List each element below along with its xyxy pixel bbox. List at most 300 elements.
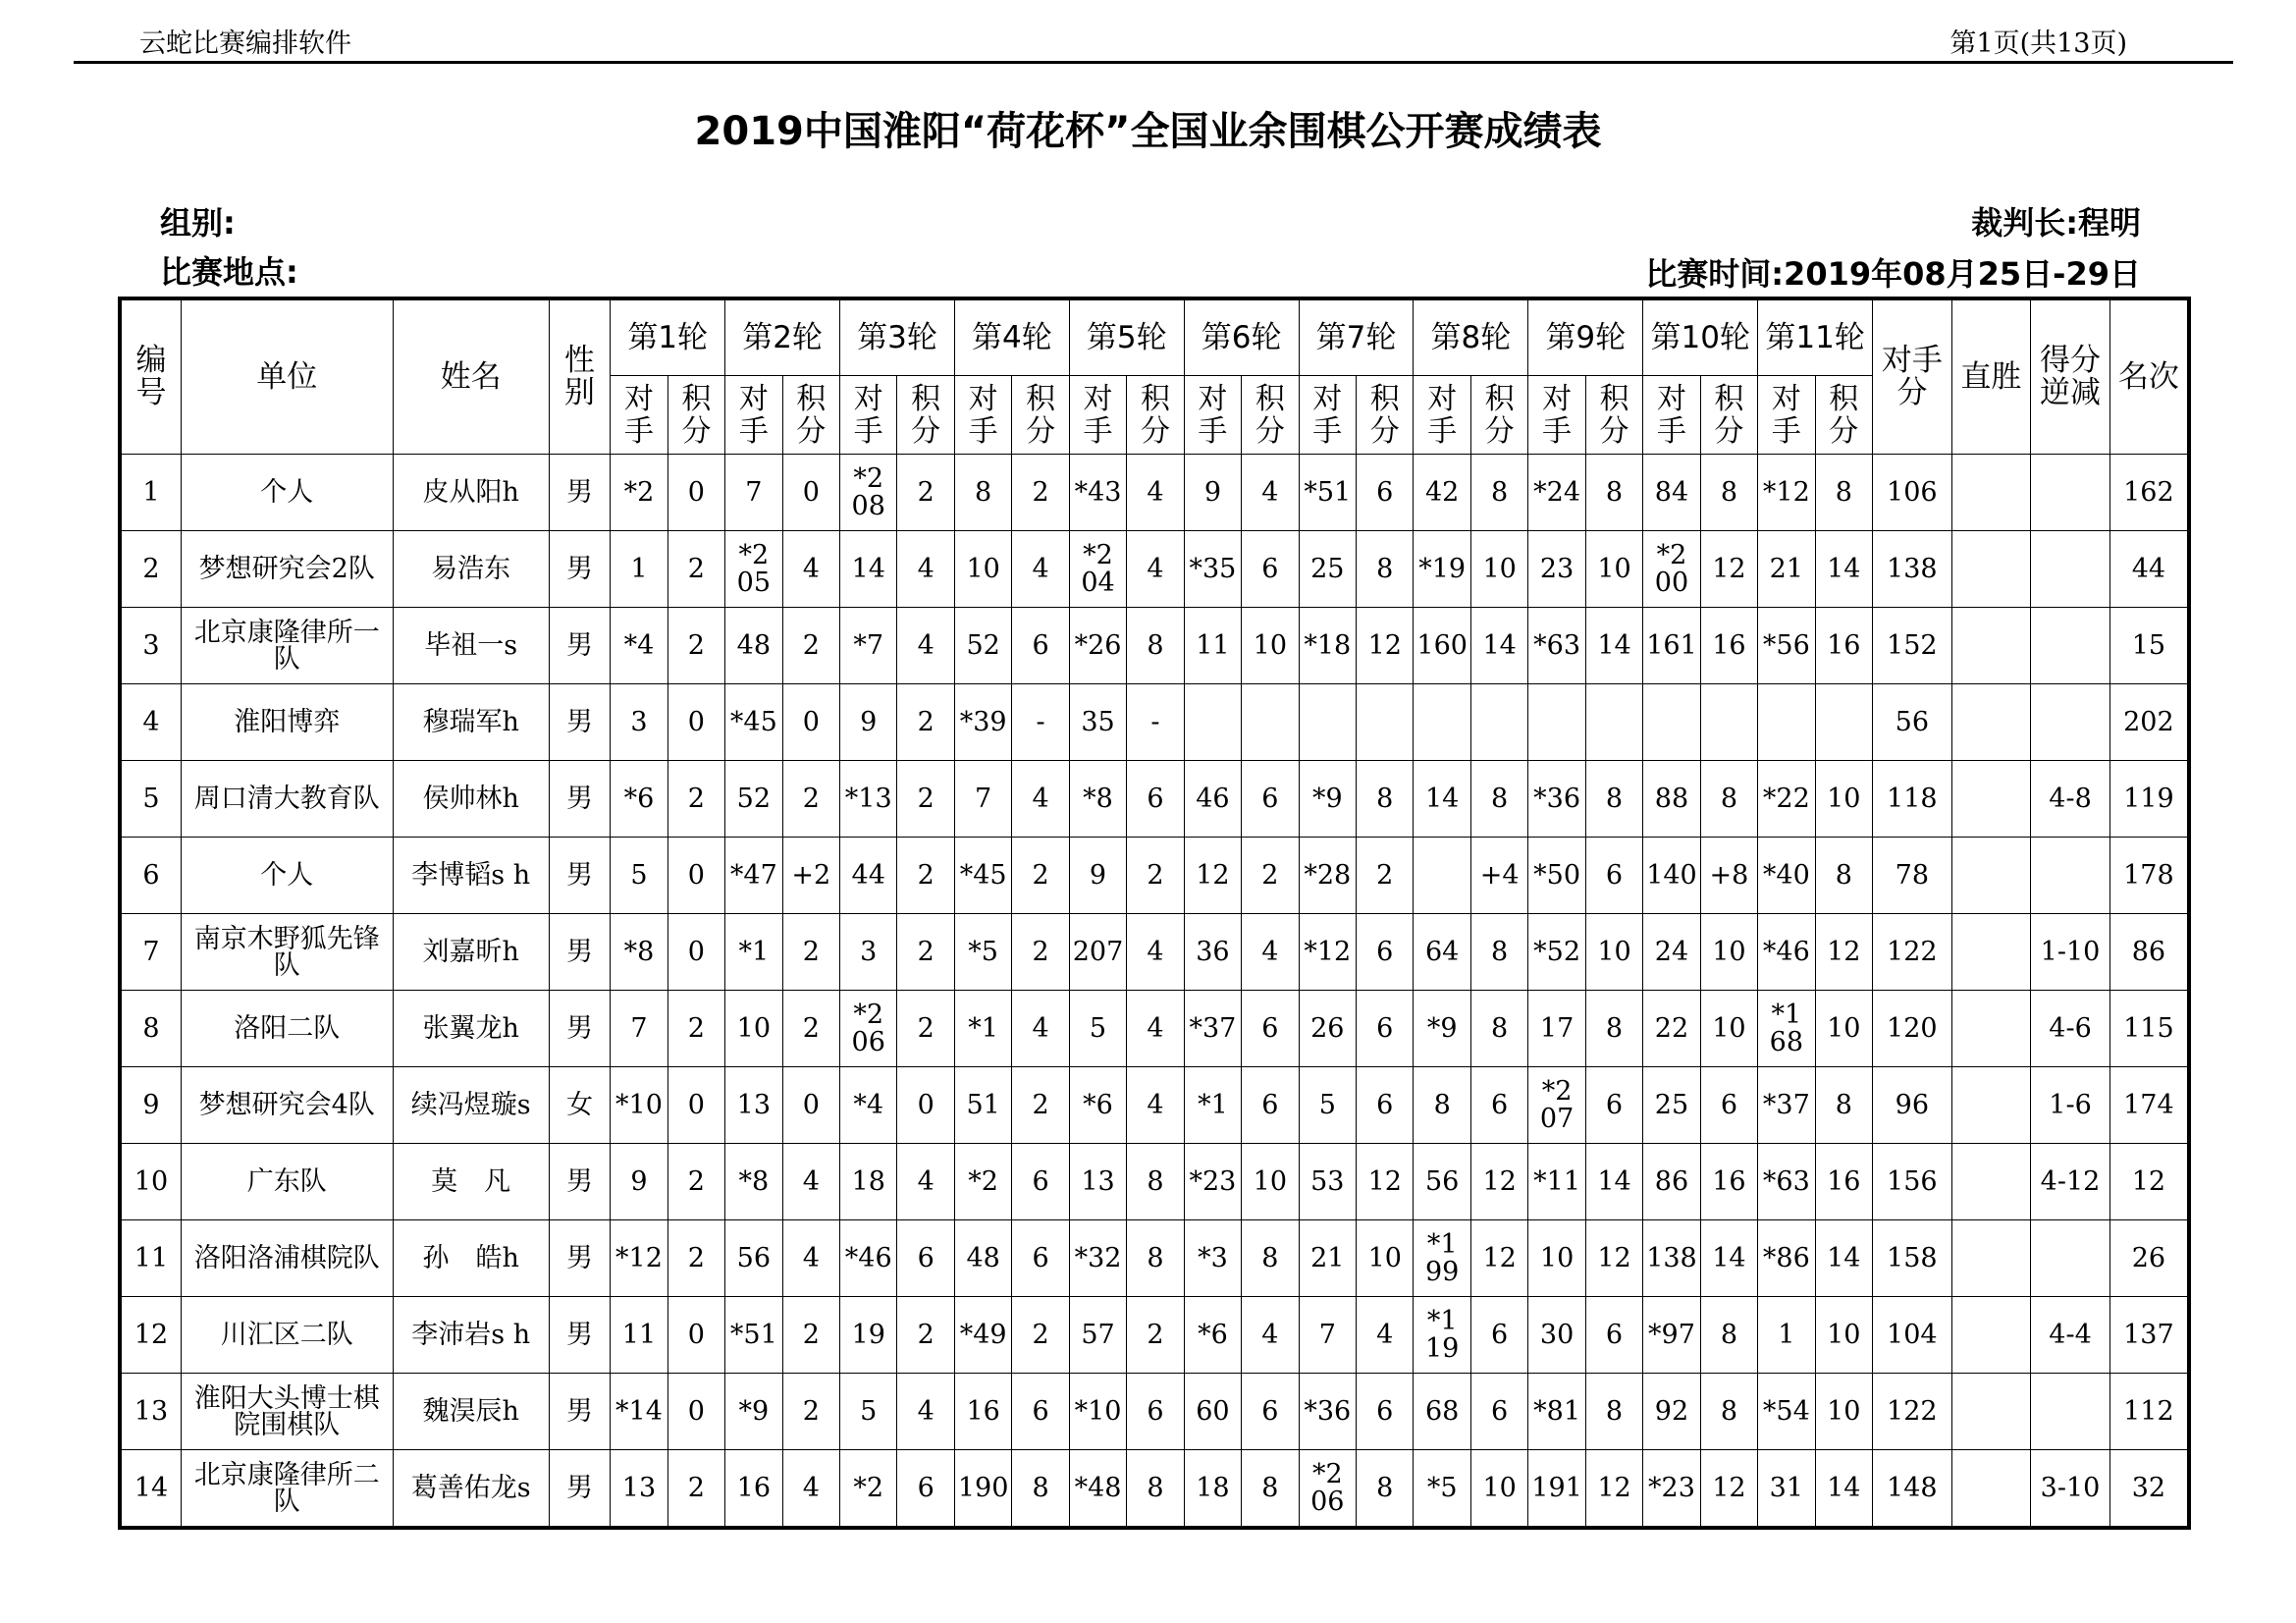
- cell-score: 2: [782, 1374, 839, 1450]
- cell-name: 李沛岩s h: [393, 1297, 549, 1374]
- cell-score: 2: [1242, 838, 1299, 914]
- cell-score-reduction: 1-6: [2031, 1067, 2110, 1144]
- cell-no: 2: [120, 531, 181, 608]
- round-header: 第6轮: [1184, 298, 1299, 376]
- cell-opponent: *36: [1528, 761, 1585, 838]
- cell-score-reduction: [2031, 684, 2110, 761]
- cell-opponent: *206: [1299, 1450, 1356, 1529]
- table-row: [120, 1220, 2189, 1297]
- cell-rank: 202: [2109, 684, 2189, 761]
- cell-name: 孙 皓h: [393, 1220, 549, 1297]
- cell-opponent: *2: [840, 1450, 897, 1529]
- cell-score: 6: [1012, 1144, 1069, 1220]
- cell-score: 6: [1242, 1067, 1299, 1144]
- cell-name: 张翼龙h: [393, 991, 549, 1067]
- cell-score: [1357, 684, 1414, 761]
- cell-no: 6: [120, 838, 181, 914]
- cell-score: 6: [897, 1450, 954, 1529]
- cell-score: 2: [1012, 838, 1069, 914]
- cell-opponent: *46: [1758, 914, 1815, 991]
- cell-opponent: *1: [725, 914, 782, 991]
- cell-opponent: *18: [1299, 608, 1356, 684]
- cell-opponent: 52: [725, 761, 782, 838]
- col-direct-win: 直胜: [1951, 298, 2031, 455]
- cell-gender: 男: [549, 531, 610, 608]
- cell-score: 4: [782, 1220, 839, 1297]
- cell-opponent: [1414, 838, 1470, 914]
- cell-score: 0: [782, 684, 839, 761]
- cell-score: 6: [1357, 1067, 1414, 1144]
- cell-score: 2: [1012, 1067, 1069, 1144]
- cell-opponent: *45: [725, 684, 782, 761]
- cell-opponent: 8: [954, 455, 1011, 531]
- cell-gender: 男: [549, 1450, 610, 1529]
- cell-score: 16: [1815, 1144, 1872, 1220]
- cell-score-reduction: [2031, 608, 2110, 684]
- cell-opp-score: 56: [1873, 684, 1952, 761]
- cell-opponent: 84: [1643, 455, 1700, 531]
- cell-direct-win: [1951, 684, 2031, 761]
- cell-opponent: 1: [1758, 1297, 1815, 1374]
- cell-direct-win: [1951, 1450, 2031, 1529]
- cell-opponent: *81: [1528, 1374, 1585, 1450]
- cell-opponent: 16: [954, 1374, 1011, 1450]
- cell-score: 14: [1815, 1220, 1872, 1297]
- cell-score: 12: [1815, 914, 1872, 991]
- cell-opponent: 8: [1414, 1067, 1470, 1144]
- cell-opponent: *119: [1414, 1297, 1470, 1374]
- opponent-subheader: 对手: [1184, 376, 1241, 455]
- cell-gender: 女: [549, 1067, 610, 1144]
- cell-opponent: *26: [1069, 608, 1126, 684]
- cell-no: 11: [120, 1220, 181, 1297]
- cell-gender: 男: [549, 1374, 610, 1450]
- cell-score: +2: [782, 838, 839, 914]
- cell-score: 2: [897, 455, 954, 531]
- cell-score: 4: [1012, 991, 1069, 1067]
- cell-name: 毕祖一s: [393, 608, 549, 684]
- cell-opponent: *6: [611, 761, 667, 838]
- cell-opponent: 7: [1299, 1297, 1356, 1374]
- cell-score: 6: [1470, 1297, 1527, 1374]
- cell-name: 葛善佑龙s: [393, 1450, 549, 1529]
- cell-opp-score: 96: [1873, 1067, 1952, 1144]
- cell-score: 8: [1242, 1220, 1299, 1297]
- cell-opponent: 48: [725, 608, 782, 684]
- cell-opponent: 191: [1528, 1450, 1585, 1529]
- cell-opponent: 13: [725, 1067, 782, 1144]
- cell-score: 6: [1242, 991, 1299, 1067]
- cell-opponent: *46: [840, 1220, 897, 1297]
- opponent-subheader: 对手: [1069, 376, 1126, 455]
- cell-score: 4: [1242, 914, 1299, 991]
- cell-opponent: *199: [1414, 1220, 1470, 1297]
- cell-score: 6: [1012, 1220, 1069, 1297]
- cell-rank: 115: [2109, 991, 2189, 1067]
- cell-opponent: 160: [1414, 608, 1470, 684]
- cell-opponent: [1184, 684, 1241, 761]
- cell-opponent: *2: [611, 455, 667, 531]
- header-divider: [74, 61, 2233, 64]
- col-score-reduction: 得分逆减: [2031, 298, 2110, 455]
- cell-opponent: 30: [1528, 1297, 1585, 1374]
- cell-score-reduction: [2031, 838, 2110, 914]
- cell-score: 14: [1585, 608, 1642, 684]
- cell-score: 4: [1127, 914, 1184, 991]
- cell-score-reduction: 4-12: [2031, 1144, 2110, 1220]
- cell-score: [1585, 684, 1642, 761]
- cell-score: 2: [1012, 1297, 1069, 1374]
- cell-score: 10: [1815, 1374, 1872, 1450]
- round-header: 第11轮: [1758, 298, 1873, 376]
- cell-opponent: *8: [1069, 761, 1126, 838]
- cell-direct-win: [1951, 914, 2031, 991]
- cell-opponent: 26: [1299, 991, 1356, 1067]
- cell-gender: 男: [549, 684, 610, 761]
- opponent-subheader: 对手: [954, 376, 1011, 455]
- cell-name: 皮从阳h: [393, 455, 549, 531]
- cell-score: 4: [897, 1144, 954, 1220]
- cell-direct-win: [1951, 531, 2031, 608]
- cell-opponent: *9: [725, 1374, 782, 1450]
- cell-score: 8: [1700, 1374, 1757, 1450]
- group-label: 组别:: [160, 204, 236, 242]
- cell-direct-win: [1951, 1297, 2031, 1374]
- cell-score-reduction: 4-4: [2031, 1297, 2110, 1374]
- cell-opponent: *47: [725, 838, 782, 914]
- cell-opponent: 10: [725, 991, 782, 1067]
- cell-score: -: [1012, 684, 1069, 761]
- cell-score: 8: [1815, 455, 1872, 531]
- cell-unit: 周口清大教育队: [181, 761, 393, 838]
- cell-rank: 119: [2109, 761, 2189, 838]
- cell-score: 8: [1357, 1450, 1414, 1529]
- cell-opponent: *4: [611, 608, 667, 684]
- cell-direct-win: [1951, 608, 2031, 684]
- cell-opponent: 23: [1528, 531, 1585, 608]
- cell-opponent: *97: [1643, 1297, 1700, 1374]
- table-row: [120, 838, 2189, 914]
- cell-opponent: *13: [840, 761, 897, 838]
- cell-rank: 86: [2109, 914, 2189, 991]
- cell-score-reduction: 4-8: [2031, 761, 2110, 838]
- cell-score: 16: [1815, 608, 1872, 684]
- cell-opponent: 68: [1414, 1374, 1470, 1450]
- cell-score: 2: [667, 761, 724, 838]
- match-time: 比赛时间:2019年08月25日-29日: [1645, 255, 2141, 293]
- cell-gender: 男: [549, 1144, 610, 1220]
- cell-opponent: *204: [1069, 531, 1126, 608]
- cell-score: 2: [667, 1144, 724, 1220]
- cell-no: 3: [120, 608, 181, 684]
- page-indicator: 第1页(共13页): [1949, 28, 2127, 59]
- cell-score: 2: [667, 531, 724, 608]
- cell-opponent: *8: [611, 914, 667, 991]
- col-gender: 性别: [549, 298, 610, 455]
- cell-score: 4: [782, 1144, 839, 1220]
- cell-name: 易浩东: [393, 531, 549, 608]
- cell-opponent: 88: [1643, 761, 1700, 838]
- cell-score: 4: [1242, 455, 1299, 531]
- cell-direct-win: [1951, 1374, 2031, 1450]
- table-header: [120, 298, 2189, 455]
- cell-opponent: 31: [1758, 1450, 1815, 1529]
- cell-score: 8: [1700, 455, 1757, 531]
- cell-opponent: *8: [725, 1144, 782, 1220]
- cell-score: 14: [1585, 1144, 1642, 1220]
- cell-score: 10: [1470, 531, 1527, 608]
- cell-gender: 男: [549, 608, 610, 684]
- page-title: 2019中国淮阳“荷花杯”全国业余围棋公开赛成绩表: [694, 109, 1602, 154]
- cell-opponent: 190: [954, 1450, 1011, 1529]
- cell-score: 2: [897, 761, 954, 838]
- cell-opponent: 5: [840, 1374, 897, 1450]
- cell-unit: 洛阳二队: [181, 991, 393, 1067]
- cell-opponent: 12: [1184, 838, 1241, 914]
- table-row: [120, 761, 2189, 838]
- cell-opp-score: 104: [1873, 1297, 1952, 1374]
- cell-opp-score: 78: [1873, 838, 1952, 914]
- cell-opponent: *10: [611, 1067, 667, 1144]
- cell-score-reduction: 3-10: [2031, 1450, 2110, 1529]
- cell-score: 4: [1127, 455, 1184, 531]
- table-row: [120, 914, 2189, 991]
- cell-opp-score: 152: [1873, 608, 1952, 684]
- cell-no: 14: [120, 1450, 181, 1529]
- col-name: 姓名: [393, 298, 549, 455]
- cell-score: [1242, 684, 1299, 761]
- cell-score-reduction: 1-10: [2031, 914, 2110, 991]
- cell-opponent: 22: [1643, 991, 1700, 1067]
- cell-opponent: *3: [1184, 1220, 1241, 1297]
- cell-unit: 洛阳洛浦棋院队: [181, 1220, 393, 1297]
- cell-opp-score: 158: [1873, 1220, 1952, 1297]
- cell-opponent: *208: [840, 455, 897, 531]
- table-row: [120, 1450, 2189, 1529]
- cell-opp-score: 138: [1873, 531, 1952, 608]
- cell-direct-win: [1951, 1220, 2031, 1297]
- cell-opponent: 1: [611, 531, 667, 608]
- cell-score: 8: [1585, 991, 1642, 1067]
- cell-opponent: 16: [725, 1450, 782, 1529]
- cell-opponent: *32: [1069, 1220, 1126, 1297]
- cell-score-reduction: [2031, 455, 2110, 531]
- cell-score: 12: [1700, 1450, 1757, 1529]
- cell-score: 10: [1585, 914, 1642, 991]
- cell-gender: 男: [549, 991, 610, 1067]
- cell-opponent: 36: [1184, 914, 1241, 991]
- cell-opponent: 11: [1184, 608, 1241, 684]
- cell-opponent: 51: [954, 1067, 1011, 1144]
- cell-opponent: 86: [1643, 1144, 1700, 1220]
- cell-opponent: *6: [1069, 1067, 1126, 1144]
- chief-judge: 裁判长:程明: [1971, 204, 2141, 242]
- cell-score: 4: [897, 1374, 954, 1450]
- cell-score: 8: [1127, 1220, 1184, 1297]
- cell-score: 6: [1470, 1374, 1527, 1450]
- cell-opponent: *37: [1184, 991, 1241, 1067]
- cell-score: 0: [667, 1374, 724, 1450]
- cell-opponent: *12: [611, 1220, 667, 1297]
- cell-score: 4: [1012, 761, 1069, 838]
- cell-score: 12: [1357, 608, 1414, 684]
- cell-rank: 112: [2109, 1374, 2189, 1450]
- cell-score: 2: [1127, 1297, 1184, 1374]
- cell-opponent: 13: [611, 1450, 667, 1529]
- cell-score: 10: [1242, 608, 1299, 684]
- cell-score: 2: [1012, 914, 1069, 991]
- cell-score: 4: [897, 531, 954, 608]
- table-row: [120, 1144, 2189, 1220]
- cell-opponent: *51: [725, 1297, 782, 1374]
- table-row: [120, 1374, 2189, 1450]
- cell-score: 4: [782, 531, 839, 608]
- cell-unit: 淮阳大头博士棋院围棋队: [181, 1374, 393, 1450]
- cell-score: 4: [1127, 531, 1184, 608]
- cell-rank: 137: [2109, 1297, 2189, 1374]
- cell-opponent: *12: [1758, 455, 1815, 531]
- cell-opponent: *49: [954, 1297, 1011, 1374]
- cell-score: 6: [1242, 1374, 1299, 1450]
- cell-direct-win: [1951, 761, 2031, 838]
- cell-opp-score: 122: [1873, 914, 1952, 991]
- cell-direct-win: [1951, 1144, 2031, 1220]
- cell-score: 6: [1470, 1067, 1527, 1144]
- cell-score: 6: [1357, 455, 1414, 531]
- score-subheader: 积分: [1357, 376, 1414, 455]
- cell-opponent: 24: [1643, 914, 1700, 991]
- cell-score: 2: [897, 684, 954, 761]
- cell-score: 8: [1127, 1144, 1184, 1220]
- cell-opponent: 19: [840, 1297, 897, 1374]
- cell-score: 0: [782, 455, 839, 531]
- cell-opponent: 42: [1414, 455, 1470, 531]
- cell-opponent: *7: [840, 608, 897, 684]
- cell-rank: 174: [2109, 1067, 2189, 1144]
- cell-score: 4: [1242, 1297, 1299, 1374]
- cell-score: 12: [1585, 1220, 1642, 1297]
- cell-no: 5: [120, 761, 181, 838]
- cell-opponent: 35: [1069, 684, 1126, 761]
- opponent-subheader: 对手: [1299, 376, 1356, 455]
- opponent-subheader: 对手: [611, 376, 667, 455]
- score-subheader: 积分: [1470, 376, 1527, 455]
- cell-no: 7: [120, 914, 181, 991]
- col-unit: 单位: [181, 298, 393, 455]
- cell-score: 12: [1470, 1144, 1527, 1220]
- cell-score: 2: [1012, 455, 1069, 531]
- opponent-subheader: 对手: [1414, 376, 1470, 455]
- cell-opponent: 9: [611, 1144, 667, 1220]
- cell-score: 2: [667, 1450, 724, 1529]
- cell-opponent: 3: [840, 914, 897, 991]
- cell-score: 0: [667, 684, 724, 761]
- cell-score: 10: [1242, 1144, 1299, 1220]
- opponent-subheader: 对手: [1528, 376, 1585, 455]
- cell-score: +8: [1700, 838, 1757, 914]
- cell-unit: 梦想研究会4队: [181, 1067, 393, 1144]
- cell-opponent: 7: [954, 761, 1011, 838]
- cell-score: 0: [667, 838, 724, 914]
- cell-score: 6: [1585, 1067, 1642, 1144]
- cell-opponent: *9: [1414, 991, 1470, 1067]
- cell-score: 6: [1357, 914, 1414, 991]
- cell-score: 6: [897, 1220, 954, 1297]
- cell-opponent: 7: [725, 455, 782, 531]
- cell-opponent: 3: [611, 684, 667, 761]
- cell-opponent: [1758, 684, 1815, 761]
- cell-score: 8: [1470, 761, 1527, 838]
- cell-opponent: 161: [1643, 608, 1700, 684]
- cell-name: 刘嘉昕h: [393, 914, 549, 991]
- cell-no: 9: [120, 1067, 181, 1144]
- table-row: [120, 531, 2189, 608]
- cell-unit: 北京康隆律所二队: [181, 1450, 393, 1529]
- results-table: [118, 297, 2191, 1530]
- cell-score: 2: [1127, 838, 1184, 914]
- round-header: 第2轮: [725, 298, 840, 376]
- cell-direct-win: [1951, 838, 2031, 914]
- cell-score: 2: [667, 991, 724, 1067]
- cell-opponent: 18: [1184, 1450, 1241, 1529]
- round-header: 第5轮: [1069, 298, 1184, 376]
- round-header: 第4轮: [954, 298, 1069, 376]
- cell-name: 魏淏辰h: [393, 1374, 549, 1450]
- cell-opponent: 52: [954, 608, 1011, 684]
- cell-score: 8: [1815, 1067, 1872, 1144]
- cell-opponent: *51: [1299, 455, 1356, 531]
- cell-score: 8: [1127, 608, 1184, 684]
- cell-direct-win: [1951, 1067, 2031, 1144]
- col-opp-score: 对手分: [1873, 298, 1952, 455]
- opponent-subheader: 对手: [1643, 376, 1700, 455]
- cell-score: 0: [897, 1067, 954, 1144]
- cell-opponent: *45: [954, 838, 1011, 914]
- round-header: 第8轮: [1414, 298, 1528, 376]
- table-row: [120, 991, 2189, 1067]
- cell-score: 8: [1585, 761, 1642, 838]
- cell-no: 10: [120, 1144, 181, 1220]
- cell-score: 6: [1585, 1297, 1642, 1374]
- cell-opponent: *23: [1184, 1144, 1241, 1220]
- table-row: [120, 684, 2189, 761]
- cell-rank: 162: [2109, 455, 2189, 531]
- cell-score: 10: [1585, 531, 1642, 608]
- score-subheader: 积分: [782, 376, 839, 455]
- cell-unit: 北京康隆律所一队: [181, 608, 393, 684]
- cell-opponent: 138: [1643, 1220, 1700, 1297]
- cell-score: 12: [1470, 1220, 1527, 1297]
- score-subheader: 积分: [1012, 376, 1069, 455]
- cell-opponent: *1: [954, 991, 1011, 1067]
- round-header: 第3轮: [840, 298, 955, 376]
- cell-opponent: *24: [1528, 455, 1585, 531]
- cell-score: 2: [897, 838, 954, 914]
- cell-opponent: 14: [840, 531, 897, 608]
- cell-score: -: [1127, 684, 1184, 761]
- cell-unit: 广东队: [181, 1144, 393, 1220]
- cell-opponent: *36: [1299, 1374, 1356, 1450]
- cell-opponent: 44: [840, 838, 897, 914]
- cell-rank: 12: [2109, 1144, 2189, 1220]
- software-name: 云蛇比赛编排软件: [139, 28, 351, 59]
- cell-opponent: 56: [1414, 1144, 1470, 1220]
- cell-opp-score: 106: [1873, 455, 1952, 531]
- cell-opponent: 9: [1069, 838, 1126, 914]
- cell-opponent: 5: [611, 838, 667, 914]
- cell-opponent: 17: [1528, 991, 1585, 1067]
- cell-score: 8: [1700, 1297, 1757, 1374]
